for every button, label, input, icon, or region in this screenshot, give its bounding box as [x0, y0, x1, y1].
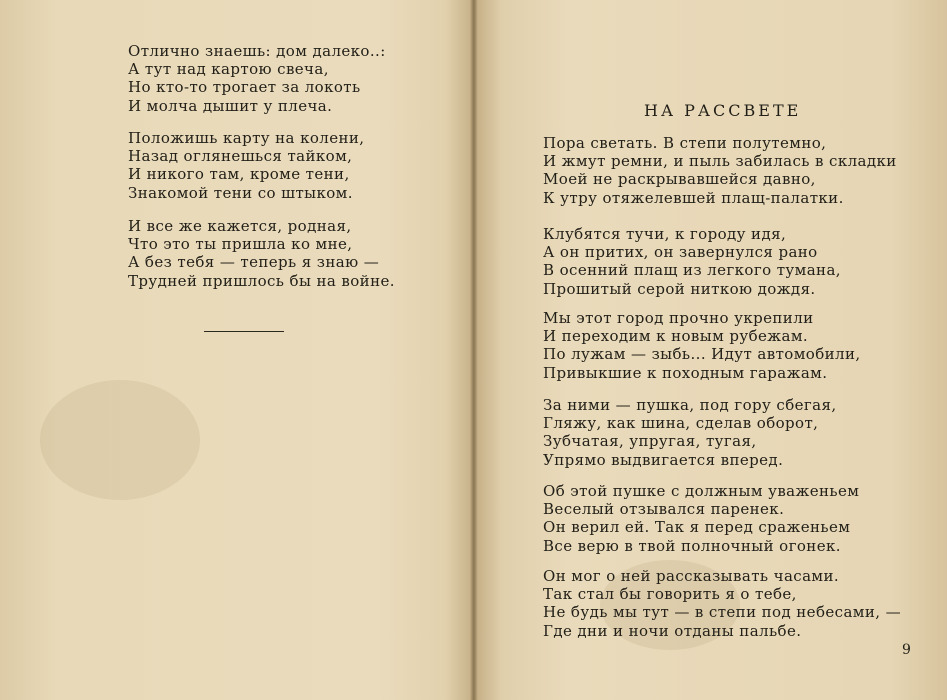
right-stanza-2	[543, 225, 841, 298]
poem-line: Веселый отзывался паренек.	[543, 500, 785, 519]
section-divider	[204, 331, 284, 332]
poem-line: По лужам — зыбь... Идут автомобили,	[543, 345, 861, 364]
poem-line: Гляжу, как шина, сделав оборот,	[543, 414, 819, 433]
poem-line: Не будь мы тут — в степи под небесами, —	[543, 603, 901, 622]
poem-line: Об этой пушке с должным уваженьем	[543, 482, 860, 500]
poem-line: Назад оглянешься тайком,	[128, 147, 353, 166]
left-stanza-2	[128, 129, 364, 202]
right-stanza-6	[543, 567, 901, 640]
poem-title: НА РАССВЕТЕ	[644, 101, 802, 120]
poem-line: Моей не раскрывавшейся давно,	[543, 170, 816, 189]
right-stanza-5	[543, 482, 859, 555]
page-number: 9	[902, 642, 911, 658]
poem-line: Упрямо выдвигается вперед.	[543, 450, 784, 469]
poem-line: Но кто-то трогает за локоть	[128, 78, 361, 97]
poem-line: А он притих, он завернулся рано	[543, 243, 818, 262]
poem-line: Прошитый серой ниткою дождя.	[543, 279, 816, 298]
poem-line: Пора светать. В степи полутемно,	[543, 134, 827, 152]
poem-line: Зубчатая, упругая, тугая,	[543, 432, 757, 451]
poem-line: Он верил ей. Так я перед сраженьем	[543, 518, 851, 537]
poem-line: Так стал бы говорить я о тебе,	[543, 585, 797, 604]
poem-line: В осенний плащ из легкого тумана,	[543, 261, 841, 280]
poem-line: А без тебя — теперь я знаю —	[128, 253, 380, 272]
poem-line: Где дни и ночи отданы пальбе.	[543, 621, 802, 640]
poem-line: И молча дышит у плеча.	[128, 96, 333, 115]
poem-line: Отлично знаешь: дом далеко..:	[128, 42, 386, 60]
poem-line: Что это ты пришла ко мне,	[128, 235, 353, 254]
poem-line: А тут над картою свеча,	[128, 60, 329, 79]
left-stanza-1	[128, 42, 386, 115]
poem-line: Мы этот город прочно укрепили	[543, 309, 814, 327]
poem-line: К утру отяжелевшей плащ-палатки.	[543, 188, 844, 207]
poem-line: Клубятся тучи, к городу идя,	[543, 225, 787, 243]
poem-line: И все же кажется, родная,	[128, 217, 352, 235]
poem-line: За ними — пушка, под гору сбегая,	[543, 396, 837, 414]
poem-line: И переходим к новым рубежам.	[543, 327, 809, 346]
poem-line: Все верю в твой полночный огонек.	[543, 536, 841, 555]
poem-line: Трудней пришлось бы на войне.	[128, 271, 395, 290]
poem-line: Он мог о ней рассказывать часами.	[543, 567, 840, 585]
poem-line: И жмут ремни, и пыль забилась в складки	[543, 152, 897, 171]
poem-line: Знакомой тени со штыком.	[128, 183, 353, 202]
right-stanza-1	[543, 134, 897, 207]
left-stanza-3	[128, 217, 395, 290]
right-stanza-4	[543, 396, 837, 469]
poem-line: Привыкшие к походным гаражам.	[543, 363, 828, 382]
poem-line: Положишь карту на колени,	[128, 129, 365, 147]
poem-line: И никого там, кроме тени,	[128, 165, 350, 184]
right-stanza-3	[543, 309, 861, 382]
